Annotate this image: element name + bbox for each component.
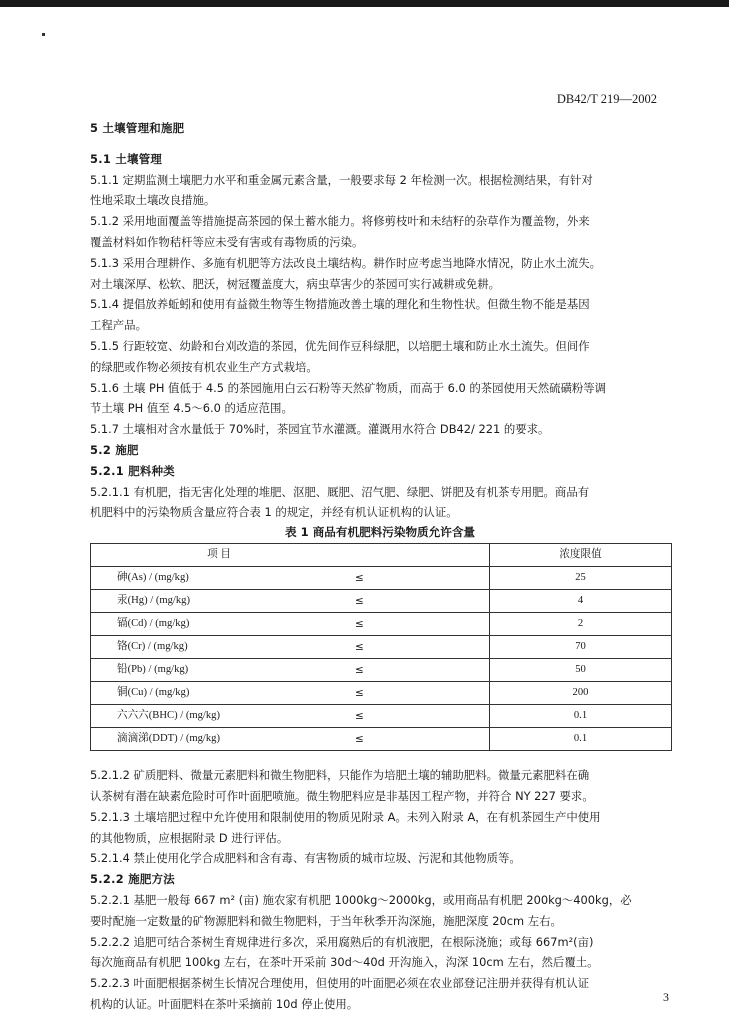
scan-speck [42, 33, 45, 36]
clause-5-1-1-line2: 性地采取土壤改良措施。 [90, 193, 216, 208]
table-row [91, 659, 672, 682]
table-row [91, 613, 672, 636]
clause-5-2-1-2-line1: 5.2.1.2 矿质肥料、微量元素肥料和微生物肥料，只能作为培肥土壤的辅助肥料。微量元素肥料在确 [90, 768, 590, 783]
document-id: DB42/T 219—2002 [556, 92, 657, 106]
row-value: 200 [490, 682, 672, 705]
row-item: 镉(Cd) / (mg/kg) [91, 613, 352, 636]
clause-5-1-5-line2: 的绿肥或作物必须按有机农业生产方式栽培。 [90, 359, 318, 374]
row-value: 0.1 [490, 705, 672, 728]
row-op: ≤ [351, 728, 490, 751]
section-5-1-heading: 5.1 土壤管理 [90, 151, 163, 166]
row-item: 六六六(BHC) / (mg/kg) [91, 705, 352, 728]
clause-5-1-2-line2: 覆盖材料如作物秸杆等应未受有害或有毒物质的污染。 [90, 234, 364, 249]
clause-5-2-1-4: 5.2.1.4 禁止使用化学合成肥料和含有毒、有害物质的城市垃圾、污泥和其他物质等。 [90, 851, 521, 866]
clause-5-1-4-line2: 工程产品。 [90, 318, 147, 333]
table-row [91, 590, 672, 613]
row-op: ≤ [351, 567, 490, 590]
row-item: 滴滴涕(DDT) / (mg/kg) [91, 728, 352, 751]
row-item: 砷(As) / (mg/kg) [91, 567, 352, 590]
header-item: 项 目 [91, 544, 352, 567]
table-row [91, 636, 672, 659]
clause-5-1-4-line1: 5.1.4 提倡放养蚯蚓和使用有益微生物等生物措施改善土壤的理化和生物性状。但微生物不能是基因 [90, 297, 590, 312]
clause-5-1-3-line2: 对土壤深厚、松软、肥沃，树冠覆盖度大，病虫草害少的茶园可实行减耕或免耕。 [90, 276, 501, 291]
page-number: 3 [663, 990, 669, 1004]
row-op: ≤ [351, 613, 490, 636]
section-5-heading: 5 土壤管理和施肥 [90, 121, 185, 135]
row-value: 4 [490, 590, 672, 613]
row-value: 0.1 [490, 728, 672, 751]
clause-5-2-2-3-line1: 5.2.2.3 叶面肥根据茶树生长情况合理使用，但使用的叶面肥必须在农业部登记注册并获得有机认证 [90, 976, 590, 991]
top-border-bar [0, 0, 729, 7]
clause-5-2-2-1-line2: 要时配施一定数量的矿物源肥料和微生物肥料，于当年秋季开沟深施，施肥深度 20cm 左右。 [90, 913, 562, 928]
row-op: ≤ [351, 682, 490, 705]
clause-5-2-2-2-line2: 每次施商品有机肥 100kg 左右，在茶叶开采前 30d～40d 开沟施入，沟深 10cm 左右，然后覆土。 [90, 955, 599, 970]
row-op: ≤ [351, 659, 490, 682]
page-body [90, 118, 670, 1015]
section-5-2-heading: 5.2 施肥 [90, 442, 139, 457]
clause-5-1-5-line1: 5.1.5 行距较宽、幼龄和台刈改造的茶园，优先间作豆科绿肥，以培肥土壤和防止水土流失。但间作 [90, 338, 590, 353]
table-row [91, 705, 672, 728]
clause-5-1-2-line1: 5.1.2 采用地面覆盖等措施提高茶园的保土蓄水能力。将修剪枝叶和未结籽的杂草作为覆盖物，外来 [90, 214, 590, 229]
clause-5-2-2-2-line1: 5.2.2.2 追肥可结合茶树生育规律进行多次，采用腐熟后的有机液肥，在根际浇施；或每 667m²(亩) [90, 934, 594, 949]
header-limit: 浓度限值 [490, 544, 672, 567]
row-value: 25 [490, 567, 672, 590]
clause-5-1-7: 5.1.7 土壤相对含水量低于 70%时，茶园宜节水灌溉。灌溉用水符合 DB42/ 221 的要求。 [90, 422, 550, 437]
clause-5-2-1-1-line1: 5.2.1.1 有机肥，指无害化处理的堆肥、沤肥、厩肥、沼气肥、绿肥、饼肥及有机茶专用肥。商品有 [90, 484, 590, 499]
row-value: 70 [490, 636, 672, 659]
clause-5-1-6-line1: 5.1.6 土壤 PH 值低于 4.5 的茶园施用白云石粉等天然矿物质，而高于 6.0 的茶园使用天然硫磺粉等调 [90, 380, 607, 395]
clause-5-2-2-3-line2: 机构的认证。叶面肥料在茶叶采摘前 10d 停止使用。 [90, 996, 359, 1011]
clause-5-1-3-line1: 5.1.3 采用合理耕作、多施有机肥等方法改良土壤结构。耕作时应考虑当地降水情况，防止水土流失。 [90, 255, 602, 270]
section-5-2-1-heading: 5.2.1 肥料种类 [90, 463, 175, 478]
table-1-pollutant-limits [90, 543, 672, 751]
clause-5-1-1-line1: 5.1.1 定期监测土壤肥力水平和重金属元素含量，一般要求每 2 年检测一次。根据检测结果，有针对 [90, 172, 593, 187]
table-1-caption: 表 1 商品有机肥料污染物质允许含量 [284, 525, 476, 540]
table-header-row [91, 544, 672, 567]
clause-5-2-1-3-line2: 的其他物质，应根据附录 D 进行评估。 [90, 830, 289, 845]
table-row [91, 567, 672, 590]
row-op: ≤ [351, 705, 490, 728]
row-value: 50 [490, 659, 672, 682]
row-op: ≤ [351, 636, 490, 659]
section-5-2-2-heading: 5.2.2 施肥方法 [90, 872, 175, 887]
row-item: 汞(Hg) / (mg/kg) [91, 590, 352, 613]
clause-5-2-2-1-line1: 5.2.2.1 基肥一般每 667 m² (亩) 施农家有机肥 1000kg～2000kg，或用商品有机肥 200kg～400kg，必 [90, 892, 632, 907]
row-op: ≤ [351, 590, 490, 613]
clause-5-2-1-2-line2: 认茶树有潜在缺素危险时可作叶面肥喷施。微生物肥料应是非基因工程产物，并符合 NY 227 要求。 [90, 788, 594, 803]
table-row [91, 682, 672, 705]
clause-5-2-1-1-line2: 机肥料中的污染物质含量应符合表 1 的规定，并经有机认证机构的认证。 [90, 505, 458, 520]
table-row [91, 728, 672, 751]
clause-5-1-6-line2: 节土壤 PH 值至 4.5～6.0 的适应范围。 [90, 401, 293, 416]
clause-5-2-1-3-line1: 5.2.1.3 土壤培肥过程中允许使用和限制使用的物质见附录 A。未列入附录 A，在有机茶园生产中使用 [90, 809, 601, 824]
row-value: 2 [490, 613, 672, 636]
row-item: 铜(Cu) / (mg/kg) [91, 682, 352, 705]
header-op [351, 544, 490, 567]
row-item: 铬(Cr) / (mg/kg) [91, 636, 352, 659]
row-item: 铅(Pb) / (mg/kg) [91, 659, 352, 682]
